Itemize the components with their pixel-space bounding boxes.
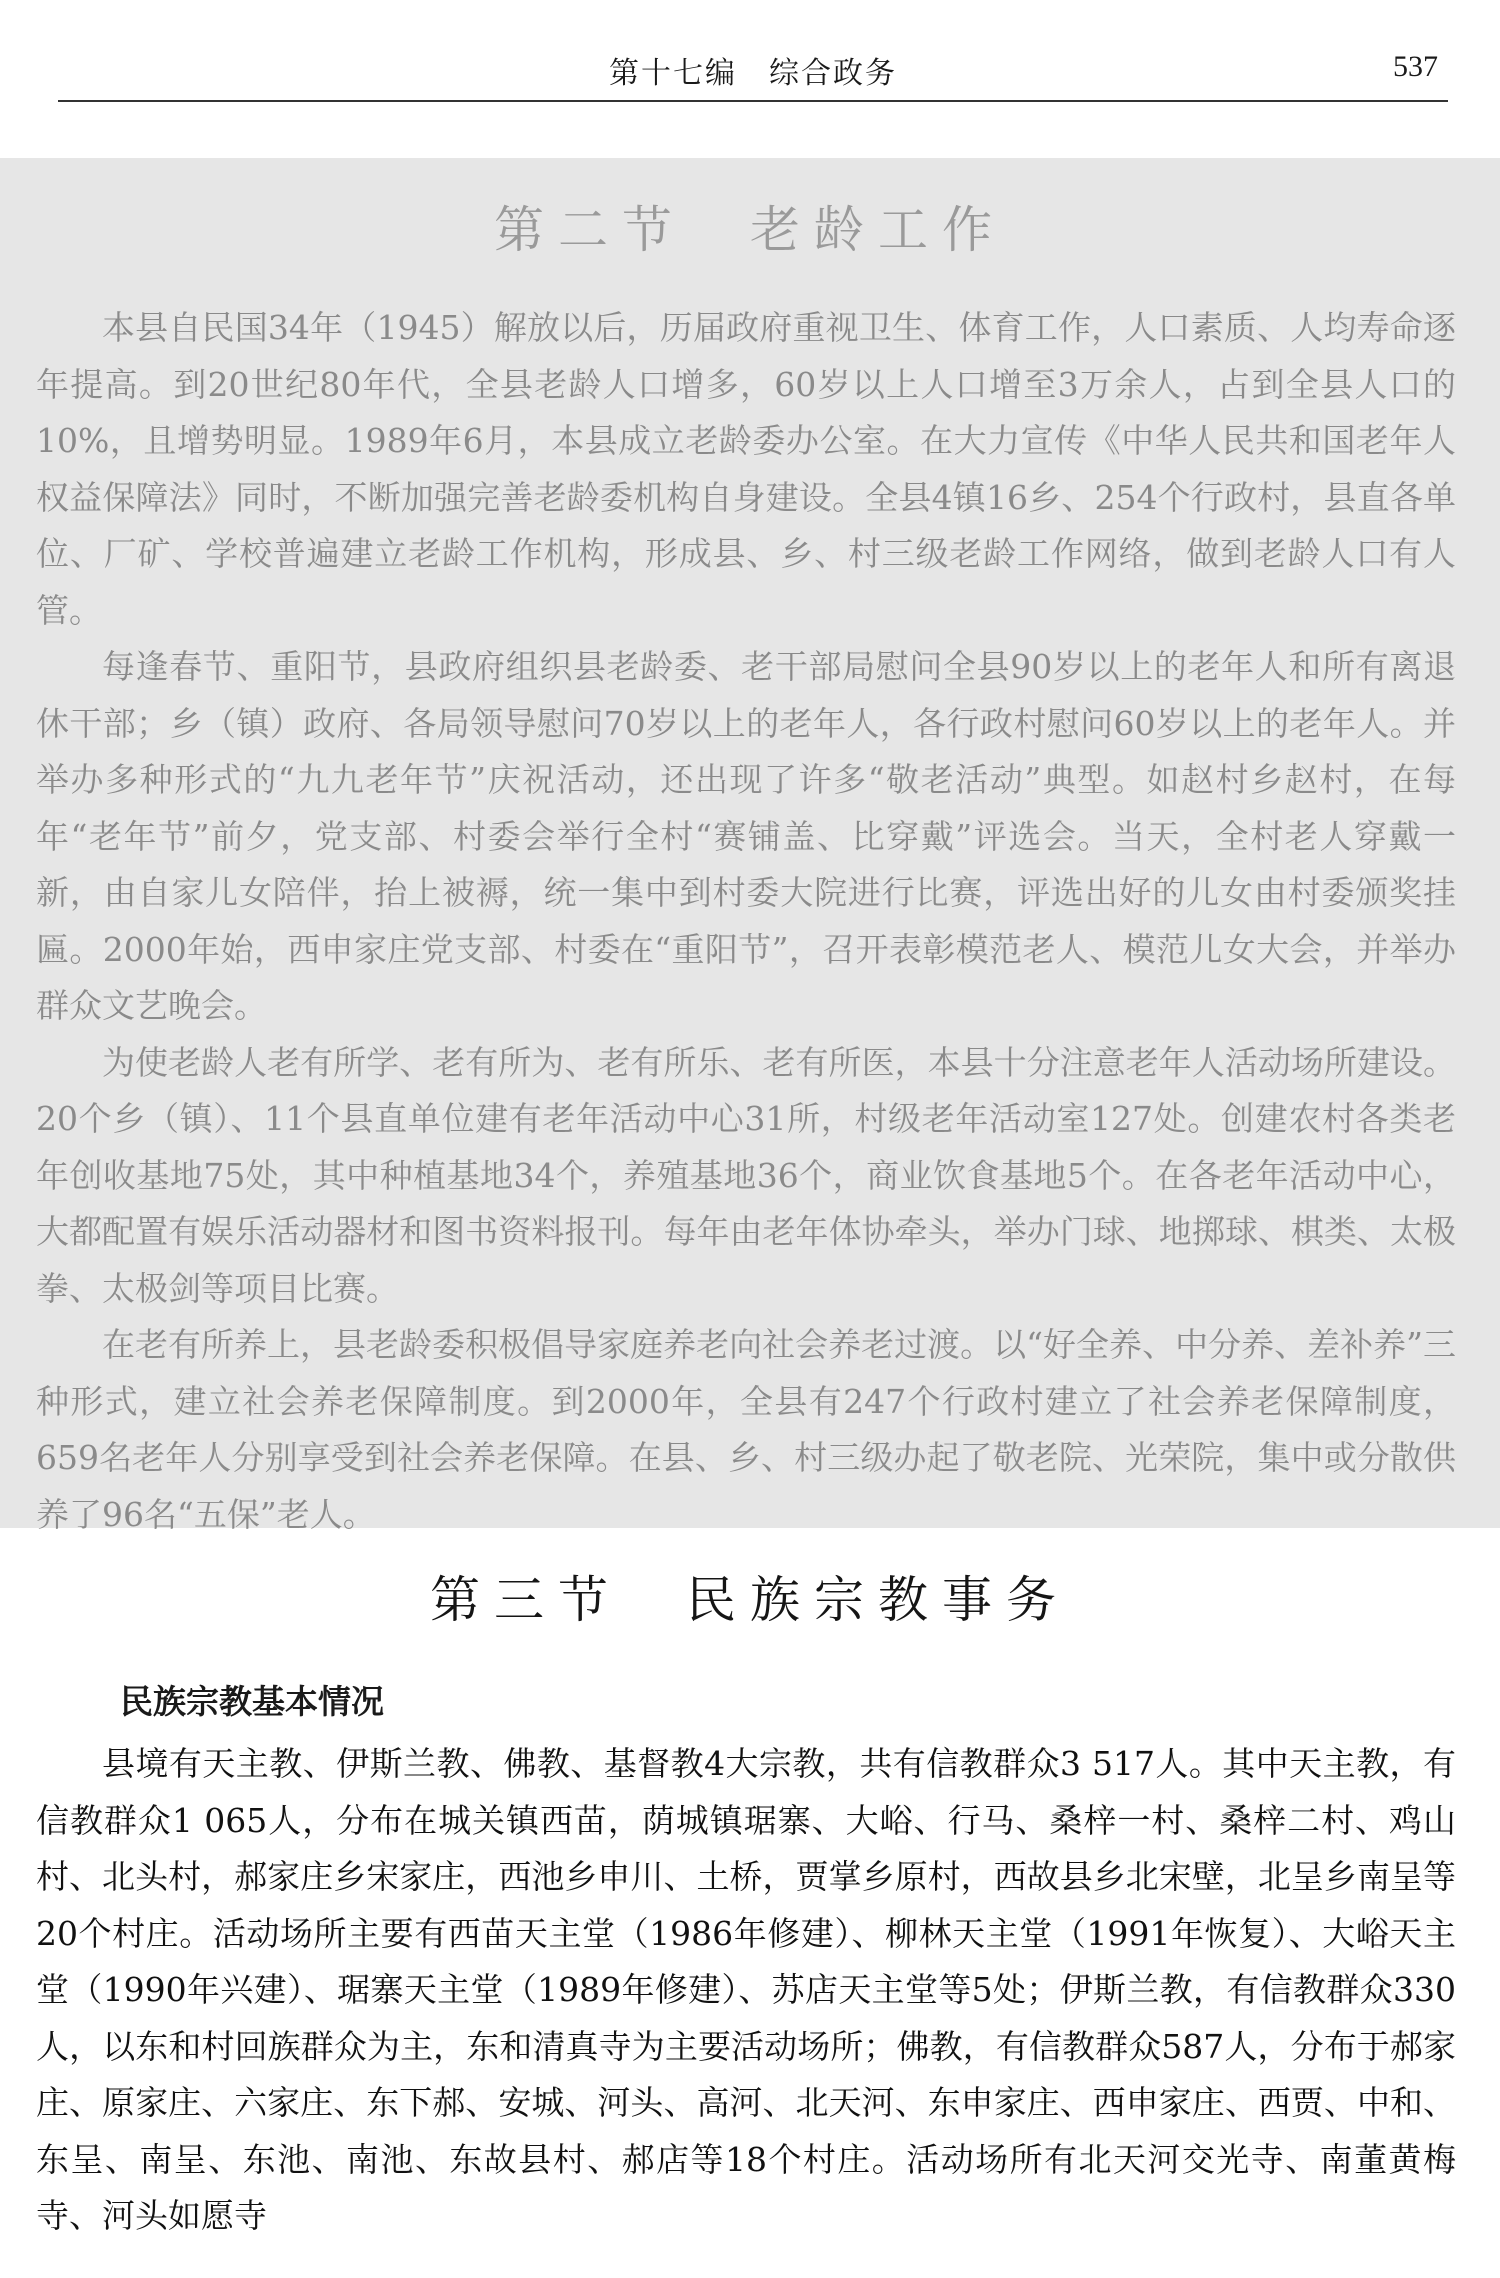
subheading-basic-situation: 民族宗教基本情况 [120,1682,384,1721]
paragraph: 县境有天主教、伊斯兰教、佛教、基督教4大宗教，共有信教群众3 517人。其中天主教，有信教群众1 065人，分布在城关镇西苗，荫城镇琚寨、大峪、行马、桑梓一村、桑梓二村、鸡山村、北头村，郝家庄乡宋家庄，西池乡申川、土桥，贾掌乡原村，西故县乡北宋壁，北呈乡南呈等20个村庄。活动场所主要有西苗天主堂（1986年修建）、柳林天主堂（1991年恢复）、大峪天主堂（1990年兴建）、琚寨天主堂（1989年修建）、苏店天主堂等5处；伊斯兰教，有信教群众330人，以东和村回族群众为主，东和清真寺为主要活动场所；佛教，有信教群众587人，分布于郝家庄、原家庄、六家庄、东下郝、安城、河头、高河、北天河、东申家庄、西申家庄、西贾、中和、东呈、南呈、东池、南池、东故县村、郝店等18个村庄。活动场所有北天河交光寺、南董黄梅寺、河头如愿寺 [36,1744,1456,2235]
paragraph: 本县自民国34年（1945）解放以后，历届政府重视卫生、体育工作，人口素质、人均寿命逐年提高。到20世纪80年代，全县老龄人口增多，60岁以上人口增至3万余人，占到全县人口的10%，且增势明显。1989年6月，本县成立老龄委办公室。在大力宣传《中华人民共和国老年人权益保障法》同时，不断加强完善老龄委机构自身建设。全县4镇16乡、254个行政村，县直各单位、厂矿、学校普遍建立老龄工作机构，形成县、乡、村三级老龄工作网络，做到老龄人口有人管。 [36,308,1456,630]
chapter-title: 第十七编 综合政务 [609,56,897,91]
section-old-age-work [0,158,1500,1534]
paragraph: 在老有所养上，县老龄委积极倡导家庭养老向社会养老过渡。以“好全养、中分养、差补养”三种形式，建立社会养老保障制度。到2000年，全县有247个行政村建立了社会养老保障制度，659名老年人分别享受到社会养老保障。在县、乡、村三级办起了敬老院、光荣院，集中或分散供养了96名“五保”老人。 [36,1325,1456,1534]
paragraph: 为使老龄人老有所学、老有所为、老有所乐、老有所医，本县十分注意老年人活动场所建设。20个乡（镇）、11个县直单位建有老年活动中心31所，村级老年活动室127处。创建农村各类老年创收基地75处，其中种植基地34个，养殖基地36个，商业饮食基地5个。在各老年活动中心，大都配置有娱乐活动器材和图书资料报刊。每年由老年体协牵头，举办门球、地掷球、棋类、太极拳、太极剑等项目比赛。 [36,1042,1456,1308]
page-header [58,38,1448,102]
section-heading-old-age: 第二节 老龄工作 [494,201,1006,259]
section-heading-ethnic-religious: 第三节 民族宗教事务 [430,1571,1070,1629]
section-ethnic-religious-body [36,1736,1456,2245]
section-old-age-body [36,300,1456,1543]
page-number: 537 [1393,50,1438,83]
paragraph: 每逢春节、重阳节，县政府组织县老龄委、老干部局慰问全县90岁以上的老年人和所有离退休干部；乡（镇）政府、各局领导慰问70岁以上的老年人，各行政村慰问60岁以上的老年人。并举办多种形式的“九九老年节”庆祝活动，还出现了许多“敬老活动”典型。如赵村乡赵村，在每年“老年节”前夕，党支部、村委会举行全村“赛铺盖、比穿戴”评选会。当天，全村老人穿戴一新，由自家儿女陪伴，抬上被褥，统一集中到村委大院进行比赛，评选出好的儿女由村委颁奖挂匾。2000年始，西申家庄党支部、村委在“重阳节”，召开表彰模范老人、模范儿女大会，并举办群众文艺晚会。 [36,647,1456,1025]
